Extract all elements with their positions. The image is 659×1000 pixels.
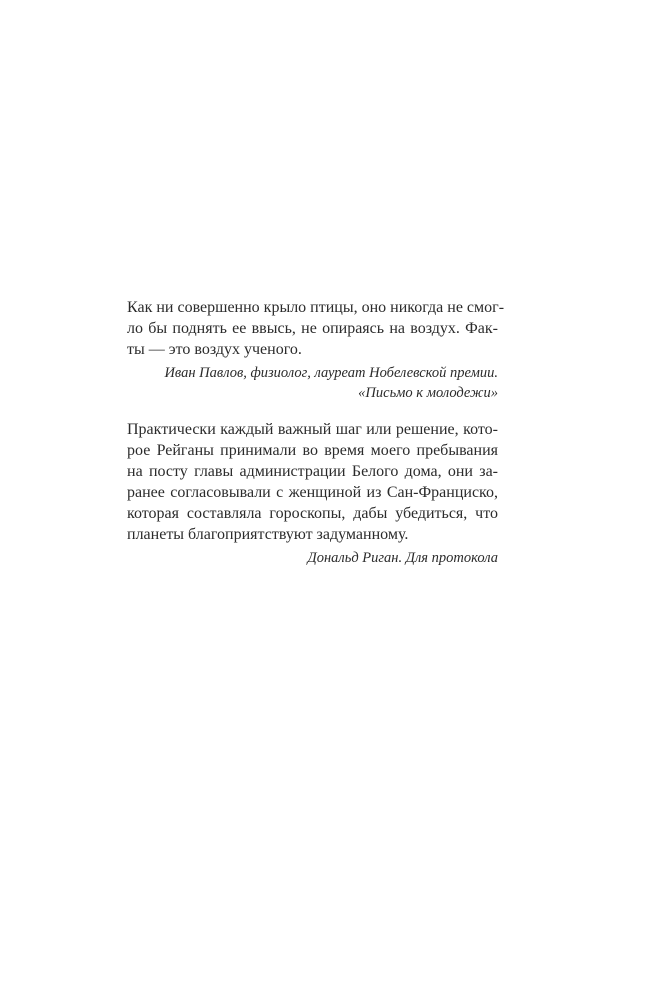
attribution-line: Иван Павлов, физиолог, лауреат Нобелевской премии. <box>164 365 498 381</box>
quote-line: Как ни совершенно крыло птицы, оно никогда не смог- <box>127 299 505 316</box>
quote-line: на посту главы администрации Белого дома, они за- <box>127 463 498 480</box>
quote-text <box>127 419 498 545</box>
quote-line: которая составляла гороскопы, дабы убедиться, что <box>127 505 498 522</box>
epigraph-regan <box>127 419 498 568</box>
epigraph-pavlov <box>127 297 505 403</box>
quote-line: ты — это воздух ученого. <box>127 341 302 358</box>
quote-line: Практически каждый важный шаг или решение, кото- <box>127 421 498 438</box>
attribution-line: Дональд Риган. Для протокола <box>307 550 498 566</box>
quote-line: ло бы поднять ее ввысь, не опираясь на воздух. Фак- <box>127 320 498 337</box>
quote-line: рое Рейганы принимали во время моего пребывания <box>127 442 498 459</box>
quote-text <box>127 297 505 360</box>
attribution-line: «Письмо к молодежи» <box>358 385 498 401</box>
quote-line: ранее согласовывали с женщиной из Сан-Франциско, <box>127 484 498 501</box>
quote-line: планеты благоприятствуют задуманному. <box>127 526 409 543</box>
